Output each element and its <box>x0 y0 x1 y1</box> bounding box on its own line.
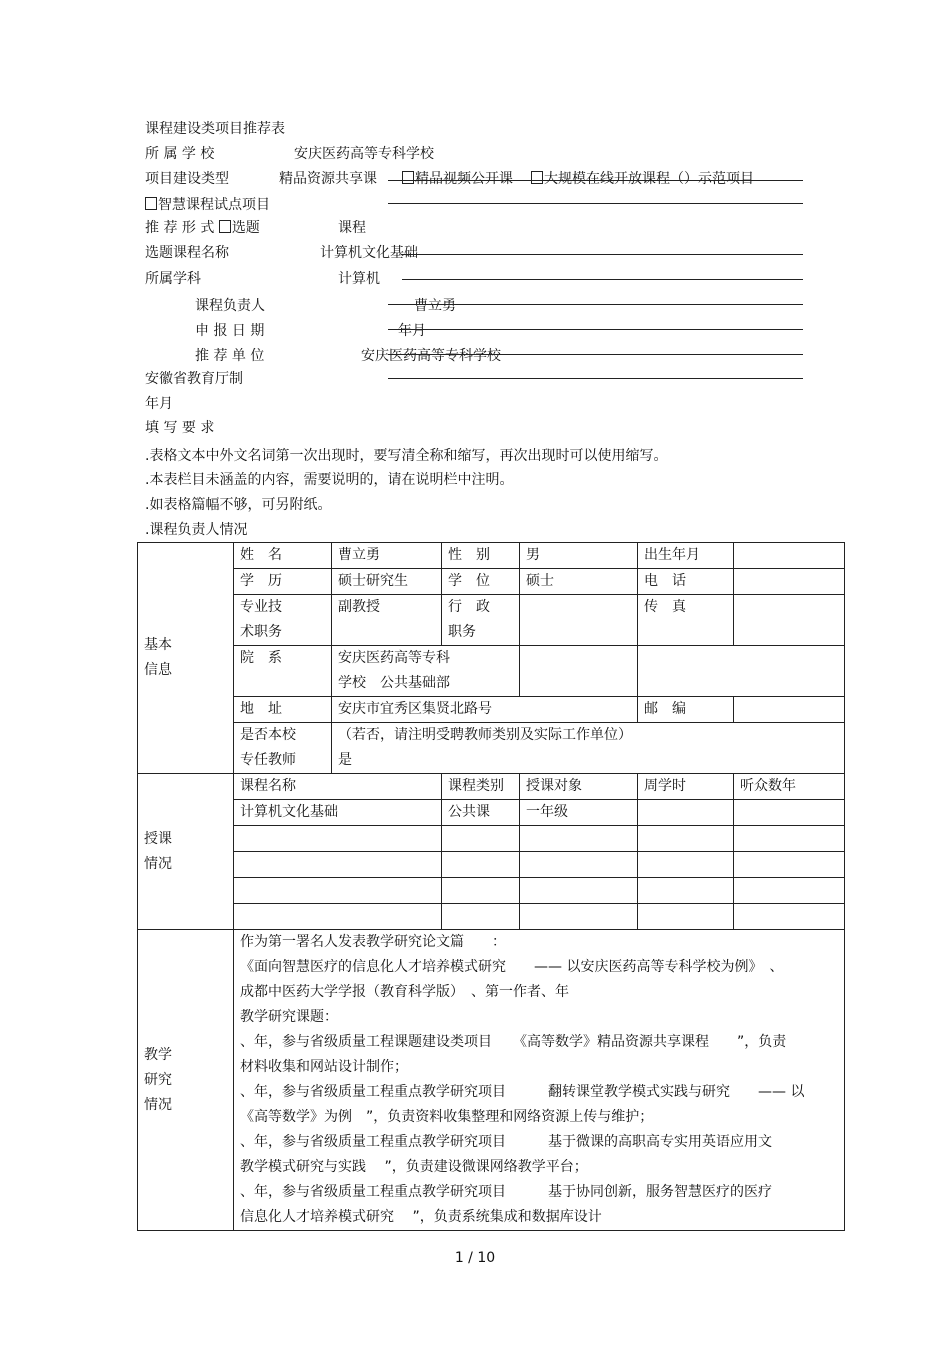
course-name-value: 计算机文化基础 <box>320 245 418 261</box>
form-label[interactable]: 推 荐 形 式 选题 <box>145 220 260 236</box>
teaching-cell[interactable] <box>638 826 734 852</box>
research-line: 、年，参与省级质量工程重点教学研究项目 基于微课的高职高专实用英语应用文 <box>240 1134 772 1150</box>
phone-label: 电 话 <box>638 569 734 595</box>
post-label: 邮 编 <box>638 697 734 723</box>
addr-value: 安庆市宜秀区集贤北路号 <box>332 697 638 723</box>
teaching-header: 授课对象 <box>520 774 638 800</box>
teaching-header: 课程类别 <box>442 774 520 800</box>
teaching-cell[interactable] <box>520 852 638 878</box>
research-line: 、年，参与省级质量工程重点教学研究项目 翻转课堂教学模式实践与研究 —— 以 <box>240 1084 805 1100</box>
teaching-section: 授课 情况 <box>138 774 234 930</box>
underline <box>388 329 803 330</box>
underline <box>388 354 803 355</box>
teaching-cell[interactable] <box>734 826 845 852</box>
teaching-cell[interactable] <box>234 904 442 930</box>
research-line: 信息化人才培养模式研究 ”，负责系统集成和数据库设计 <box>240 1209 602 1225</box>
teaching-row <box>138 800 845 826</box>
dept-extra-2 <box>638 646 845 697</box>
unit-value: 安庆医药高等专科学校 <box>361 348 501 364</box>
teaching-row <box>138 878 845 904</box>
date-value: 年月 <box>398 323 426 339</box>
research-line: 教学研究课题： <box>240 1009 338 1025</box>
teaching-cell[interactable] <box>442 878 520 904</box>
admin-value[interactable] <box>520 595 638 646</box>
gender-label: 性 别 <box>442 543 520 569</box>
phone-value[interactable] <box>734 569 845 595</box>
teaching-cell[interactable] <box>734 800 845 826</box>
type-option-4[interactable]: 智慧课程试点项目 <box>145 196 270 214</box>
birth-value[interactable] <box>734 543 845 569</box>
form-option-2: 课程 <box>338 220 366 236</box>
fulltime-label: 是否本校 专任教师 <box>234 723 332 774</box>
degree-label: 学 位 <box>442 569 520 595</box>
teaching-cell[interactable]: 计算机文化基础 <box>234 800 442 826</box>
teaching-cell[interactable]: 一年级 <box>520 800 638 826</box>
teaching-cell[interactable] <box>442 904 520 930</box>
teaching-cell[interactable] <box>234 852 442 878</box>
dept-value: 安庆医药高等专科 学校 公共基础部 <box>332 646 520 697</box>
teaching-cell[interactable] <box>520 904 638 930</box>
teaching-cell[interactable] <box>442 826 520 852</box>
birth-label: 出生年月 <box>638 543 734 569</box>
admin-label: 行 政 职务 <box>442 595 520 646</box>
date-label: 申 报 日 期 <box>195 323 265 339</box>
teaching-cell[interactable] <box>638 800 734 826</box>
checkbox-icon[interactable] <box>402 171 414 184</box>
teaching-cell[interactable] <box>638 878 734 904</box>
teaching-cell[interactable] <box>234 826 442 852</box>
underline <box>402 254 803 255</box>
fax-label: 传 真 <box>638 595 734 646</box>
research-line: 成都中医药大学学报（教育科学版） 、第一作者、年 <box>240 984 569 1000</box>
teaching-row <box>138 852 845 878</box>
instruction-item: .表格文本中外文名词第一次出现时，要写清全称和缩写，再次出现时可以使用缩写。 <box>145 448 668 464</box>
post-value[interactable] <box>734 697 845 723</box>
basic-info-section: 基本 信息 <box>138 543 234 774</box>
research-line: 、年，参与省级质量工程课题建设类项目 《高等数学》精品资源共享课程 ”，负责 <box>240 1034 787 1050</box>
fax-value[interactable] <box>734 595 845 646</box>
maker-date: 年月 <box>145 396 173 412</box>
strike-line <box>388 180 803 181</box>
leader-label: 课程负责人 <box>195 298 265 314</box>
checkbox-icon[interactable] <box>219 220 231 233</box>
instruction-item: .课程负责人情况 <box>145 522 248 538</box>
name-value: 曹立勇 <box>332 543 442 569</box>
edu-label: 学 历 <box>234 569 332 595</box>
teaching-cell[interactable] <box>442 852 520 878</box>
unit-label: 推 荐 单 位 <box>195 348 265 364</box>
dept-extra <box>520 646 638 697</box>
teaching-cell[interactable]: 公共课 <box>442 800 520 826</box>
name-label: 姓 名 <box>234 543 332 569</box>
course-name-label: 选题课程名称 <box>145 245 229 261</box>
research-line: 材料收集和网站设计制作； <box>240 1059 408 1075</box>
checkbox-icon[interactable] <box>145 197 157 210</box>
teaching-cell[interactable] <box>734 904 845 930</box>
fulltime-value: 是 <box>338 752 352 768</box>
research-line: 教学模式研究与实践 ”，负责建设微课网络教学平台； <box>240 1159 588 1175</box>
subject-value: 计算机 <box>338 271 380 287</box>
instruction-item: .如表格篇幅不够，可另附纸。 <box>145 497 332 513</box>
teaching-cell[interactable] <box>520 826 638 852</box>
checkbox-icon[interactable] <box>531 171 543 184</box>
teaching-row <box>138 826 845 852</box>
research-line: 、年，参与省级质量工程重点教学研究项目 基于协同创新，服务智慧医疗的医疗 <box>240 1184 772 1200</box>
teaching-row <box>138 904 845 930</box>
teaching-cell[interactable] <box>638 904 734 930</box>
school-value: 安庆医药高等专科学校 <box>294 146 434 162</box>
research-line: 作为第一署名人发表教学研究论文篇 ： <box>240 934 506 950</box>
form-title: 课程建设类项目推荐表 <box>145 121 285 137</box>
type-option-1: 精品资源共享课 <box>279 171 377 187</box>
addr-label: 地 址 <box>234 697 332 723</box>
research-line: 《高等数学》为例 ”，负责资料收集整理和网络资源上传与维护； <box>240 1109 654 1125</box>
leader-value: 曹立勇 <box>414 298 456 314</box>
research-section: 教学 研究 情况 <box>138 930 234 1231</box>
title-label: 专业技 术职务 <box>234 595 332 646</box>
underline <box>388 378 803 379</box>
teaching-cell[interactable] <box>734 852 845 878</box>
gender-value: 男 <box>520 543 638 569</box>
edu-value: 硕士研究生 <box>332 569 442 595</box>
research-line: 《面向智慧医疗的信息化人才培养模式研究 —— 以安庆医药高等专科学校为例》 、 <box>240 959 784 975</box>
underline <box>388 304 803 305</box>
teaching-cell[interactable] <box>520 878 638 904</box>
teaching-cell[interactable] <box>638 852 734 878</box>
teaching-header: 周学时 <box>638 774 734 800</box>
underline <box>402 279 803 280</box>
underline <box>388 203 803 204</box>
type-option-2[interactable]: 精品视频公开课 <box>402 170 513 188</box>
subject-label: 所属学科 <box>145 271 201 287</box>
type-label: 项目建设类型 <box>145 171 229 187</box>
title-value: 副教授 <box>332 595 442 646</box>
research-content <box>234 930 845 1231</box>
maker: 安徽省教育厅制 <box>145 371 243 387</box>
instructions-title: 填 写 要 求 <box>145 420 215 436</box>
leader-info-table <box>137 542 845 1231</box>
dept-label: 院 系 <box>234 646 332 697</box>
fulltime-note: （若否，请注明受聘教师类别及实际工作单位） <box>338 727 632 743</box>
teaching-header: 课程名称 <box>234 774 442 800</box>
instruction-item: .本表栏目未涵盖的内容，需要说明的，请在说明栏中注明。 <box>145 472 514 488</box>
teaching-cell[interactable] <box>234 878 442 904</box>
fulltime-cell <box>332 723 845 774</box>
degree-value: 硕士 <box>520 569 638 595</box>
type-option-3[interactable]: 大规模在线开放课程（）示范项目 <box>531 170 754 188</box>
teaching-header: 听众数年 <box>734 774 845 800</box>
teaching-cell[interactable] <box>734 878 845 904</box>
school-label: 所 属 学 校 <box>145 146 215 162</box>
page-number: 1 / 10 <box>454 1250 496 1266</box>
